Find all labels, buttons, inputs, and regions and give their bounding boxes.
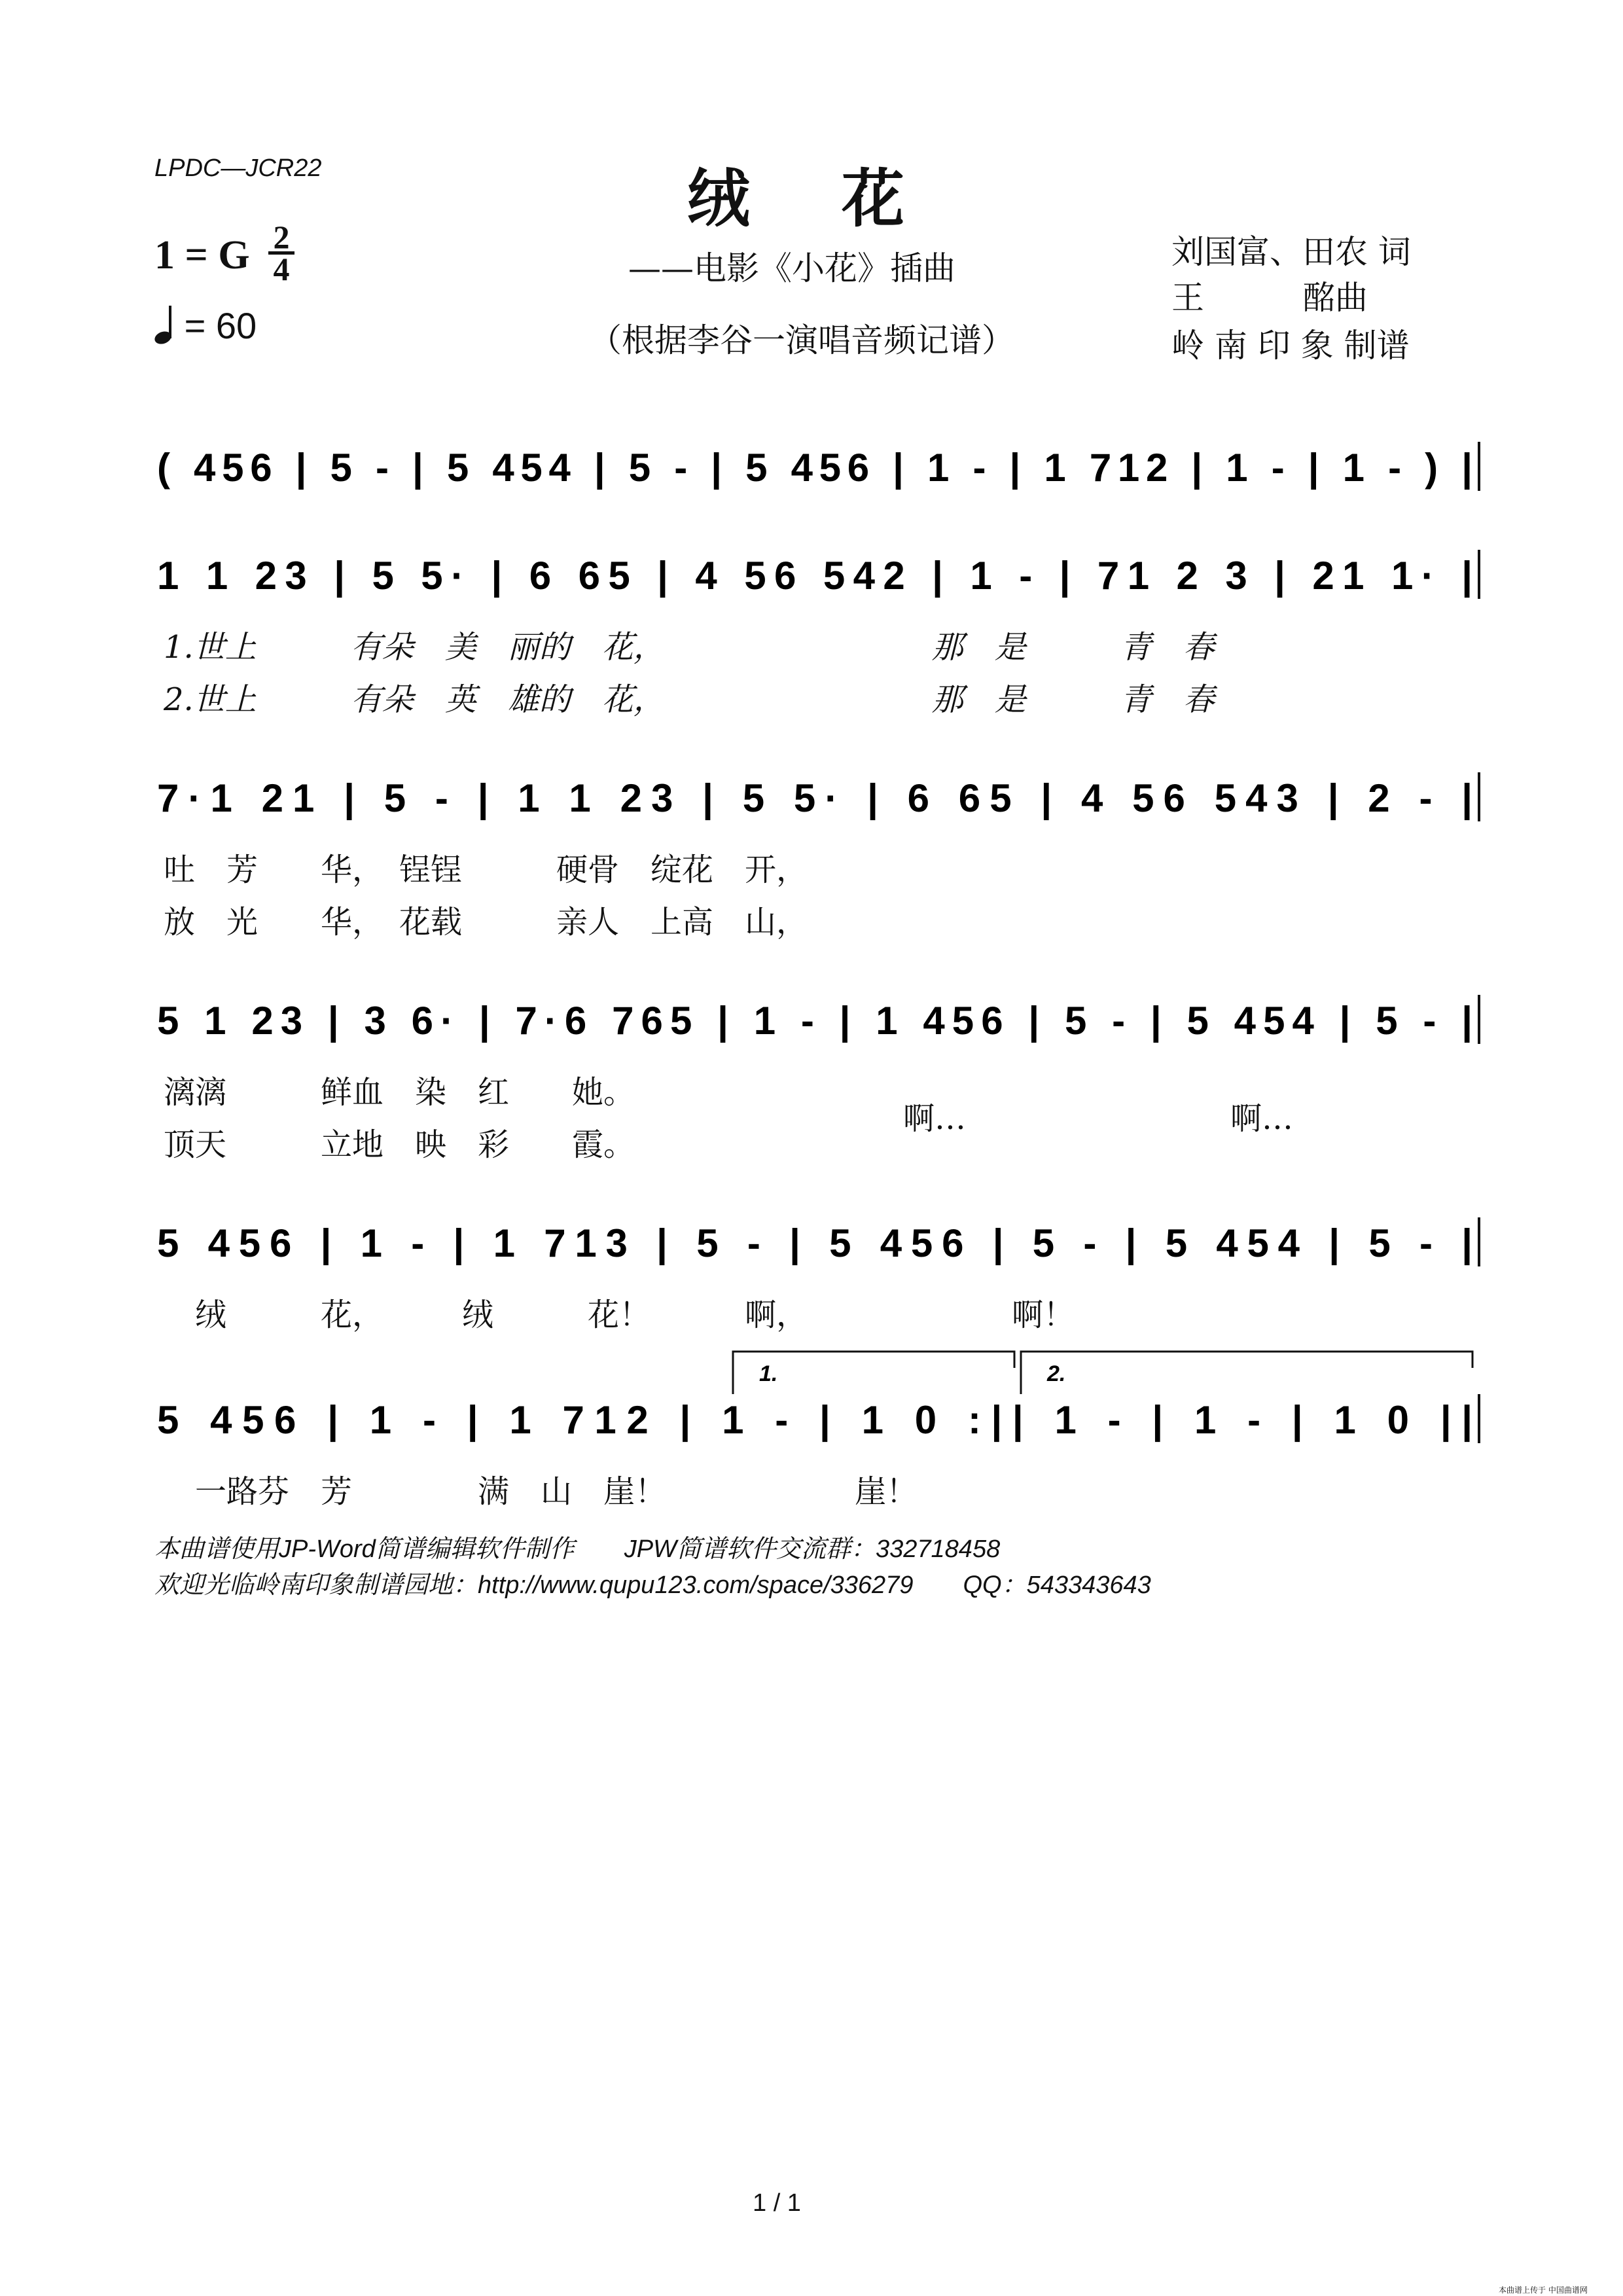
upload-stamp: 本曲谱上传于 中国曲谱网 [1499,2286,1588,2295]
page-number: 1 / 1 [753,2189,801,2217]
tempo-value: = 60 [184,305,257,346]
composer-credit: 王 酩曲 [1171,279,1368,317]
interlude-ah-2: 啊… [1230,1100,1294,1137]
volta-bracket [1021,1352,1472,1394]
volta-label: 1. [759,1361,778,1386]
lyrics-line6: 一路芬 芳 满 山 崖！ 崖！ [164,1473,918,1510]
key-signature: 1 = G [154,233,250,278]
lyrics-line5: 绒 花， 绒 花！ 啊， 啊！ [164,1297,1075,1333]
lyrics-line3-verse2: 放 光 华， 花载 亲人 上高 山， [164,904,808,941]
interlude-ah-1: 啊… [903,1100,967,1137]
notation-row-4: 5 1 23 | 3 6· | 7·6 765 | 1 - | 1 456 | 5 - | 5 454 | 5 - | [157,999,1472,1043]
lyrics-line2-verse2: 2.世上 有朵 英 雄的 花， 那 是 青 春 [164,681,1215,718]
footer-line2: 欢迎光临岭南印象制谱园地：http://www.qupu123.com/space/336279 QQ：543343643 [154,1571,1151,1599]
lyrics-line4-verse2: 顶天 立地 映 彩 霞。 [164,1126,635,1163]
footer-line1: 本曲谱使用JP-Word简谱编辑软件制作 JPW简谱软件交流群：332718458 [154,1535,1001,1563]
notation-row-6: 5 456 | 1 - | 1 712 | 1 - | 1 0 :|| 1 - | 1 - | 1 0 || [157,1398,1473,1442]
transcription-source: （根据李谷一演唱音频记谱） [589,321,1014,359]
lyrics-line3-verse1: 吐 芳 华， 锃锃 硬骨 绽花 开， [164,852,808,888]
song-title: 绒花 [687,162,996,236]
notation-row-2: 1 1 23 | 5 5· | 6 65 | 4 56 542 | 1 - | 71 2 3 | 21 1· | [157,554,1472,598]
score-code: LPDC—JCR22 [154,154,322,182]
time-top: 2 [273,219,290,255]
notation-row-5: 5 456 | 1 - | 1 713 | 5 - | 5 456 | 5 - | 5 454 | 5 - | [157,1221,1473,1265]
transcriber-credit: 岭 南 印 象 制谱 [1171,327,1410,365]
subtitle: ——电影《小花》插曲 [628,249,955,287]
notation-row-1: ( 456 | 5 - | 5 454 | 5 - | 5 456 | 1 - | 1 712 | 1 - | 1 - ) | [157,446,1472,490]
lyricist-credit: 刘国富、田农 词 [1171,233,1411,271]
notation-row-3: 7·1 21 | 5 - | 1 1 23 | 5 5· | 6 65 | 4 56 543 | 2 - | [157,776,1472,820]
time-bottom: 4 [273,251,290,287]
volta-label: 2. [1047,1361,1066,1386]
lyrics-line4-verse1: 漓漓 鲜血 染 红 她。 [164,1074,635,1111]
lyrics-line2-verse1: 1.世上 有朵 美 丽的 花， 那 是 青 春 [164,629,1215,666]
